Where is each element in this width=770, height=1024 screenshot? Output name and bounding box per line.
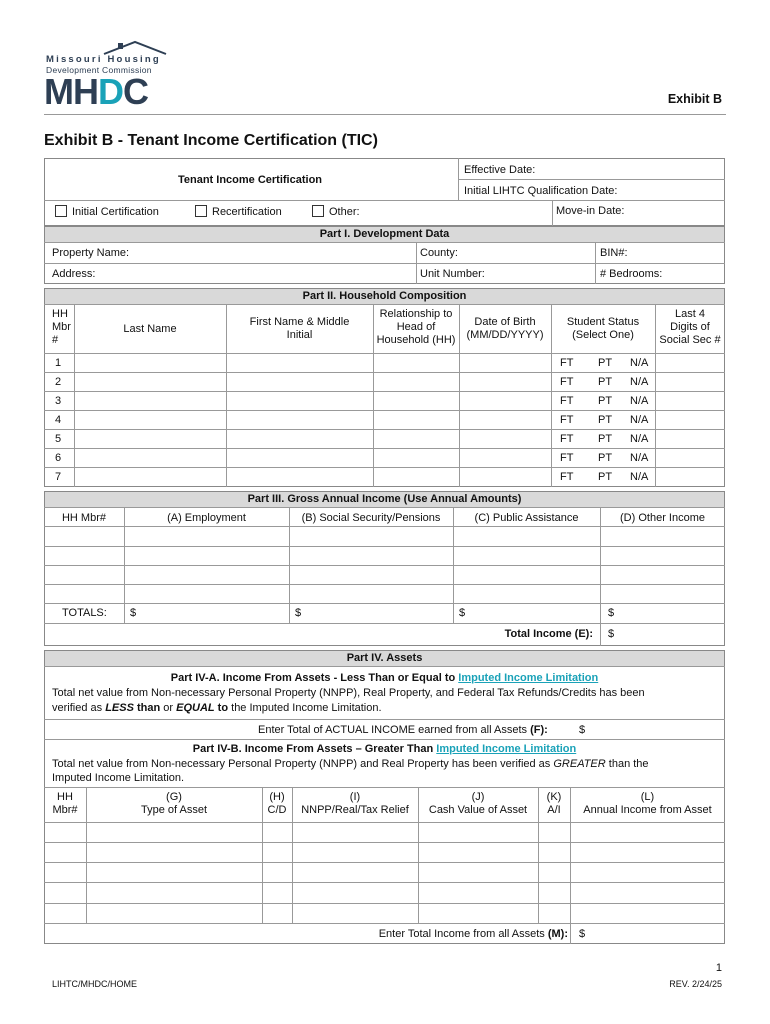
col-first-name: First Name & Middle Initial bbox=[249, 316, 350, 341]
total-income-value[interactable]: $ bbox=[608, 628, 615, 640]
col-annual-income: (L) Annual Income from Asset bbox=[583, 791, 712, 816]
page-title: Exhibit B - Tenant Income Certification (TIC) bbox=[44, 132, 378, 149]
total-assets-value[interactable]: $ bbox=[579, 928, 586, 940]
row-number: 1 bbox=[55, 357, 62, 369]
part4b-text2: Imputed Income Limitation. bbox=[52, 772, 185, 784]
col-hh-mbr: HH Mbr # bbox=[52, 308, 71, 346]
student-na-option[interactable]: N/A bbox=[630, 395, 649, 407]
other-checkbox[interactable]: Other: bbox=[312, 205, 360, 219]
student-pt-option[interactable]: PT bbox=[598, 376, 613, 388]
student-pt-option[interactable]: PT bbox=[598, 395, 613, 407]
col-student-status: Student Status (Select One) bbox=[566, 316, 640, 341]
part4a-title: Part IV-A. Income From Assets - Less Than or Equal to Imputed Income Limitation bbox=[170, 672, 599, 684]
col-dob: Date of Birth (MM/DD/YYYY) bbox=[466, 316, 544, 341]
effective-date-label: Effective Date: bbox=[464, 164, 536, 176]
revision-date: REV. 2/24/25 bbox=[669, 979, 722, 989]
totals-label: TOTALS: bbox=[62, 607, 107, 619]
student-ft-option[interactable]: FT bbox=[560, 433, 574, 445]
part3-title: Part III. Gross Annual Income (Use Annual Amounts) bbox=[247, 493, 522, 505]
part4a-total-value[interactable]: $ bbox=[579, 724, 586, 736]
student-na-option[interactable]: N/A bbox=[630, 471, 649, 483]
part2-title: Part II. Household Composition bbox=[302, 290, 467, 302]
initial-certification-checkbox[interactable]: Initial Certification bbox=[55, 205, 159, 219]
col-public-assistance: (C) Public Assistance bbox=[474, 512, 579, 524]
header-divider bbox=[44, 114, 726, 115]
total-employment[interactable]: $ bbox=[130, 607, 137, 619]
county-label: County: bbox=[420, 247, 458, 259]
recertification-checkbox[interactable]: Recertification bbox=[195, 205, 282, 219]
col-other-income: (D) Other Income bbox=[620, 512, 705, 524]
student-na-option[interactable]: N/A bbox=[630, 433, 649, 445]
bin-label: BIN#: bbox=[600, 247, 628, 259]
row-number: 2 bbox=[55, 376, 62, 388]
student-pt-option[interactable]: PT bbox=[598, 414, 613, 426]
checkbox-icon[interactable] bbox=[55, 205, 67, 217]
imputed-income-link-b[interactable]: Imputed Income Limitation bbox=[436, 743, 577, 755]
col-nnpp: (I) NNPP/Real/Tax Relief bbox=[301, 791, 409, 816]
row-number: 5 bbox=[55, 433, 62, 445]
enter-total-income-assets: Enter Total Income from all Assets (M): bbox=[378, 928, 568, 940]
logo-mark: MHDC bbox=[44, 71, 148, 112]
student-pt-option[interactable]: PT bbox=[598, 452, 613, 464]
col-a-i: (K) A/I bbox=[546, 791, 562, 816]
checkbox-icon[interactable] bbox=[312, 205, 324, 217]
row-number: 3 bbox=[55, 395, 62, 407]
student-ft-option[interactable]: FT bbox=[560, 395, 574, 407]
col-last-name: Last Name bbox=[123, 323, 177, 335]
student-pt-option[interactable]: PT bbox=[598, 471, 613, 483]
form-title: Tenant Income Certification bbox=[177, 174, 323, 186]
student-ft-option[interactable]: FT bbox=[560, 452, 574, 464]
student-na-option[interactable]: N/A bbox=[630, 357, 649, 369]
student-na-option[interactable]: N/A bbox=[630, 376, 649, 388]
col-hh-mbr-income: HH Mbr# bbox=[61, 512, 106, 524]
imputed-income-link-a[interactable]: Imputed Income Limitation bbox=[458, 672, 599, 684]
part4a-text2: verified as LESS than or EQUAL to the Imputed Income Limitation. bbox=[52, 702, 382, 714]
student-na-option[interactable]: N/A bbox=[630, 452, 649, 464]
student-ft-option[interactable]: FT bbox=[560, 357, 574, 369]
col-hh-mbr-asset: HH Mbr# bbox=[52, 791, 78, 816]
move-in-date-label: Move-in Date: bbox=[556, 205, 625, 217]
footer-left: LIHTC/MHDC/HOME bbox=[52, 979, 137, 989]
student-pt-option[interactable]: PT bbox=[598, 433, 613, 445]
row-number: 4 bbox=[55, 414, 62, 426]
student-na-option[interactable]: N/A bbox=[630, 414, 649, 426]
page-number: 1 bbox=[715, 962, 722, 974]
initial-lihtc-date-label: Initial LIHTC Qualification Date: bbox=[464, 185, 618, 197]
mhdc-logo bbox=[44, 40, 169, 112]
col-social-security: (B) Social Security/Pensions bbox=[301, 512, 441, 524]
unit-number-label: Unit Number: bbox=[420, 268, 485, 280]
exhibit-tag: Exhibit B bbox=[667, 92, 722, 106]
student-ft-option[interactable]: FT bbox=[560, 471, 574, 483]
logo-line1: Missouri Housing bbox=[46, 54, 161, 65]
total-social-security[interactable]: $ bbox=[295, 607, 302, 619]
property-name-label: Property Name: bbox=[52, 247, 130, 259]
row-number: 6 bbox=[55, 452, 62, 464]
part1-title: Part I. Development Data bbox=[319, 228, 450, 240]
address-label: Address: bbox=[52, 268, 96, 280]
col-cash-value: (J) Cash Value of Asset bbox=[428, 791, 528, 816]
part4-title: Part IV. Assets bbox=[346, 652, 423, 664]
part4a-text1: Total net value from Non-necessary Personal Property (NNPP), Real Property, and Federal Tax Refunds/Credits has been bbox=[52, 687, 645, 699]
col-last4-ssn: Last 4 Digits of Social Sec # bbox=[659, 308, 721, 346]
col-c-d: (H) C/D bbox=[267, 791, 287, 816]
col-employment: (A) Employment bbox=[167, 512, 246, 524]
col-relationship: Relationship to Head of Household (HH) bbox=[376, 308, 456, 346]
row-number: 7 bbox=[55, 471, 62, 483]
col-type-of-asset: (G) Type of Asset bbox=[140, 791, 208, 816]
student-ft-option[interactable]: FT bbox=[560, 376, 574, 388]
student-pt-option[interactable]: PT bbox=[598, 357, 613, 369]
bedrooms-label: # Bedrooms: bbox=[600, 268, 663, 280]
logo-line2: Development Commission bbox=[46, 65, 152, 75]
total-income-label: Total Income (E): bbox=[504, 628, 593, 640]
student-ft-option[interactable]: FT bbox=[560, 414, 574, 426]
checkbox-icon[interactable] bbox=[195, 205, 207, 217]
part4a-enter-total: Enter Total of ACTUAL INCOME earned from all Assets (F): bbox=[258, 724, 548, 736]
total-other-income[interactable]: $ bbox=[608, 607, 615, 619]
part4b-text1: Total net value from Non-necessary Personal Property (NNPP) and Real Property has been verified as GREATER than the bbox=[52, 758, 649, 770]
part4b-title: Part IV-B. Income From Assets – Greater Than Imputed Income Limitation bbox=[192, 743, 577, 755]
total-public-assistance[interactable]: $ bbox=[459, 607, 466, 619]
